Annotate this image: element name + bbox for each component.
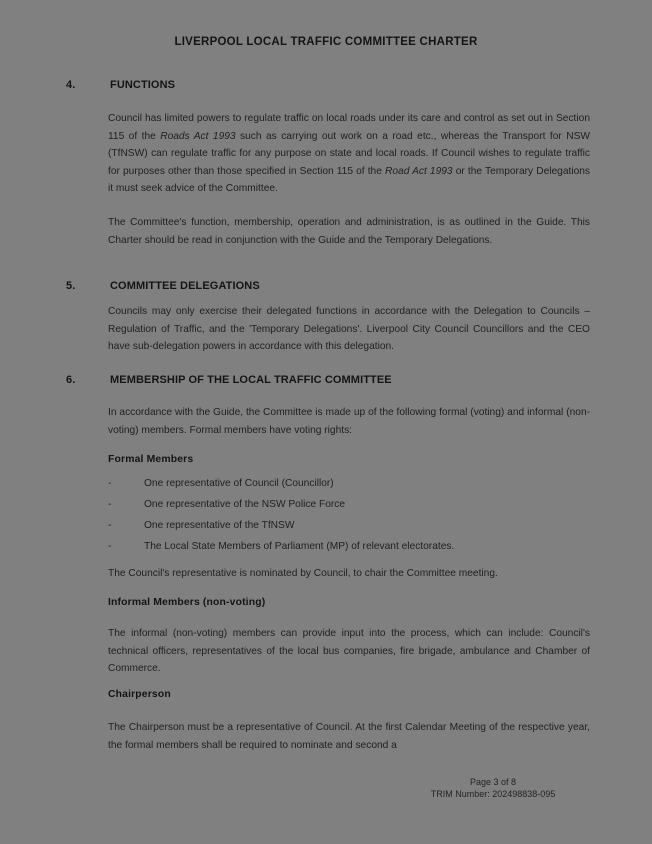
bullet-marker-icon: - (108, 499, 112, 510)
footer-trim-number: TRIM Number: 202498838-095 (430, 789, 556, 799)
section-heading-committee-delegations (66, 280, 586, 292)
functions-para1-seg3: or the Temporary Delegations it must seek advice of the Committee. (108, 165, 591, 195)
list-item (108, 497, 590, 513)
list-item-label: The Local State Members of Parliament (MP) of relevant electorates. (144, 541, 455, 552)
section-title-membership: MEMBERSHIP OF THE LOCAL TRAFFIC COMMITTEE (110, 374, 392, 386)
informal-members-paragraph: The informal (non-voting) members can provide input into the process, which can include: Council's technical officers, representatives of the local bus companies, fire brigade, ambulance and Chamber of Commerce. (108, 628, 590, 675)
page-footer (398, 776, 588, 800)
committee-delegations-paragraph: Councils may only exercise their delegated functions in accordance with the Delegation to Councils – Regulation of Traffic, and the 'Temporary Delegations'. Liverpool City Council Councillors and the CEO have sub-delegation powers in accordance with this delegation. (108, 306, 590, 353)
section-number-committee-delegations: 5. (66, 280, 76, 292)
section-title-committee-delegations: COMMITTEE DELEGATIONS (110, 280, 260, 292)
page-title: LIVERPOOL LOCAL TRAFFIC COMMITTEE CHARTER (174, 36, 478, 48)
list-item (108, 518, 590, 534)
functions-para1-seg2: such as carrying out work on a road etc., whereas the Transport for NSW (TfNSW) can regulate traffic for any purpose on state and local roads. If Council wishes to regulate traffic for purposes other than those specified in Section 115 of the (108, 130, 590, 177)
functions-paragraph-1 (108, 110, 590, 198)
bullet-marker-icon: - (108, 520, 112, 531)
citation-roads-act-1993: Roads Act 1993 (160, 130, 236, 142)
section-number-membership: 6. (66, 374, 76, 386)
list-item (108, 539, 590, 555)
list-item-label: One representative of the NSW Police Force (144, 499, 346, 510)
membership-intro-paragraph: In accordance with the Guide, the Committee is made up of the following formal (voting) and informal (non-voting) members. Formal members have voting rights: (108, 407, 590, 436)
bullet-marker-icon: - (108, 541, 112, 552)
functions-para1-seg1: Council has limited powers to regulate traffic on local roads under its care and control as set out in Section 115 of the (108, 113, 590, 142)
subheading-informal-members: Informal Members (non-voting) (108, 597, 266, 608)
section-heading-functions (66, 79, 586, 91)
list-item (108, 476, 590, 492)
citation-road-act-1993: Road Act 1993 (385, 165, 453, 177)
list-item-label: One representative of Council (Councillor) (144, 478, 334, 489)
list-item-label: One representative of the TfNSW (144, 520, 295, 531)
chairperson-paragraph: The Chairperson must be a representative of Council. At the first Calendar Meeting of the respective year, the formal members shall be required to nominate and second a (108, 722, 590, 751)
section-heading-membership (66, 374, 586, 386)
section-title-functions: FUNCTIONS (110, 79, 176, 91)
subheading-formal-members: Formal Members (108, 454, 194, 465)
section-number-functions: 4. (66, 79, 76, 91)
footer-page-number: Page 3 of 8 (469, 777, 517, 787)
nomination-note-paragraph: The Council's representative is nominated by Council, to chair the Committee meeting. (108, 568, 498, 579)
subheading-chairperson: Chairperson (108, 689, 171, 700)
bullet-marker-icon: - (108, 478, 112, 489)
functions-paragraph-2: The Committee's function, membership, operation and administration, is as outlined in the Guide. This Charter should be read in conjunction with the Guide and the Temporary Delegations. (108, 217, 590, 246)
